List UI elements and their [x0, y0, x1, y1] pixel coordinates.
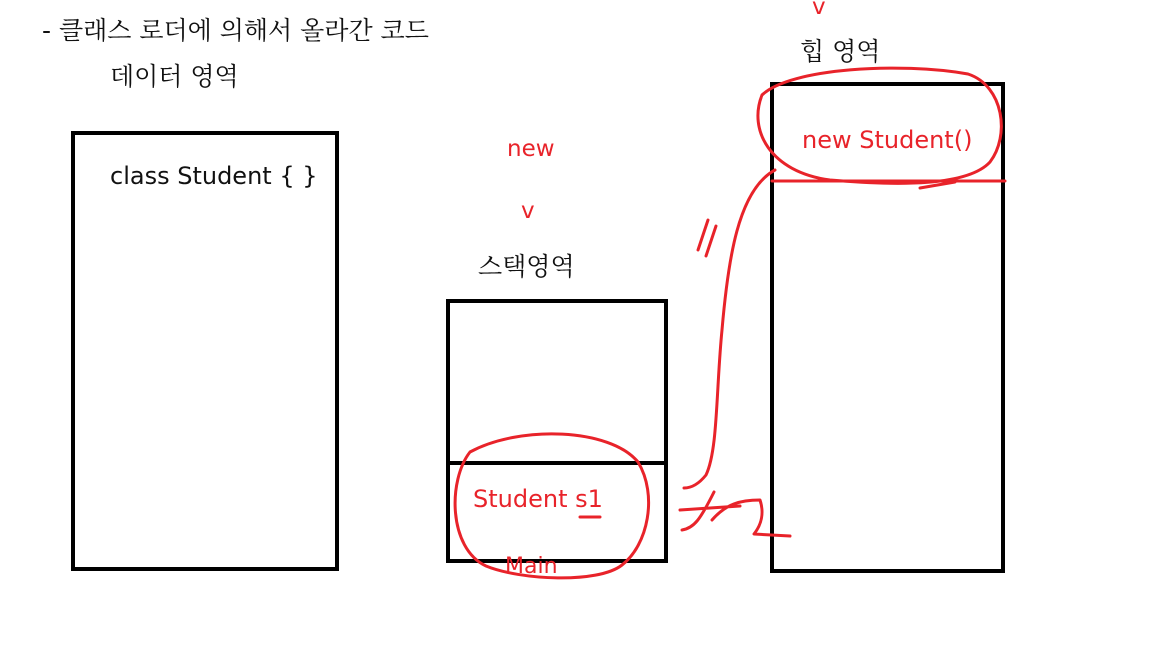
- stack-frame-name: Main: [505, 554, 558, 579]
- heap-arrow-mark: v: [812, 0, 826, 20]
- stack-frame-variable: Student s1: [473, 485, 603, 513]
- stack-arrow-mark: v: [521, 198, 535, 224]
- scribble-mark: [680, 492, 790, 536]
- note-data-area: 데이터 영역: [110, 62, 239, 91]
- class-student-label: class Student { }: [110, 162, 318, 190]
- heap-object-label: new Student(): [802, 126, 973, 154]
- tick-marks: [698, 220, 716, 256]
- stack-frame-circle: [455, 434, 648, 578]
- stack-new-label: new: [507, 136, 555, 162]
- heap-area-title: 힙 영역: [800, 37, 881, 66]
- heap-object-circle: [758, 68, 1001, 183]
- note-class-loader: - 클래스 로더에 의해서 올라간 코드: [42, 16, 429, 45]
- reference-line: [684, 170, 775, 488]
- stack-area-title: 스택영역: [478, 252, 575, 281]
